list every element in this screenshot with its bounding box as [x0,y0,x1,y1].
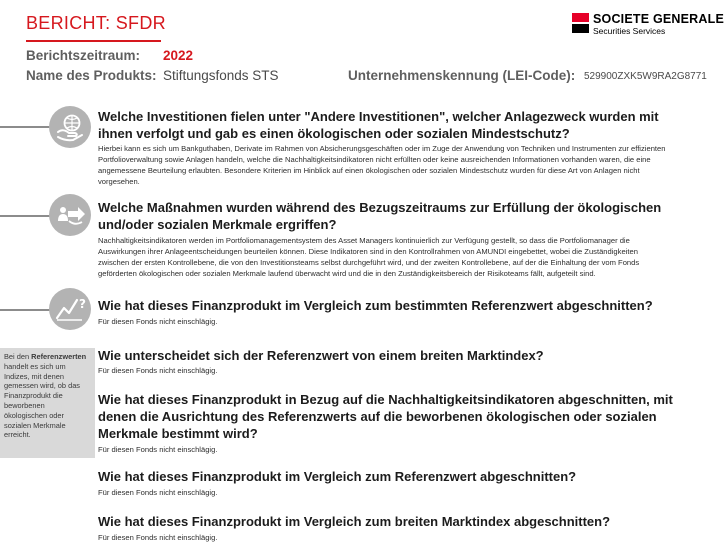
answer-line: geförderten ökologischen oder sozialen Merkmale laufend überwacht wird und die in den Zuständigkeitsbereich der Risikoteams fällt, aufgeteilt sind. [98,269,596,278]
note-line: Finanzprodukt die [4,391,63,401]
logo-subtitle: Securities Services [593,26,666,36]
question-title-line: Wie hat dieses Finanzprodukt in Bezug auf die Nachhaltigkeitsindikatoren abgeschnitten, mit [98,392,673,407]
note-line: sozialen Merkmale [4,420,66,430]
period-value: 2022 [163,48,194,63]
answer-line: Auswirkungen ihrer Anlageentscheidungen beurteilen können. Diese Indikatoren sind in den Kontrollrahmen von AMUNDI eingebettet, wobei die Zuständigkeiten [98,247,638,256]
chart-question-icon [49,288,91,330]
answer-benchmark-performance: Für diesen Fonds nicht einschlägig. [98,317,218,326]
question-title-sustainability-indicators [98,391,718,442]
question-title-vs-market-index [98,513,718,530]
answer-line: Portfolioverwaltung sowie Anlagen handeln, welche die Nachhaltigkeitsindikatoren nicht erfüllten oder keine ausreichenden Informationen vorhanden waren, die eine [98,155,651,164]
section-connector-line [0,126,50,128]
question-title-line: Welche Investitionen fielen unter "Andere Investitionen", welcher Anlagezweck wurden mit [98,109,659,124]
report-title: BERICHT: SFDR [26,13,166,33]
svg-text:?: ? [79,297,86,311]
answer-line: angemessene Beurteilung erlaubten. Besondere Kriterien im Hinblick auf einen ökologischen oder sozialen Mindestschutz wurden für diese Art von Anlagen nicht [98,166,640,175]
section-connector-line [0,215,50,217]
question-title-benchmark-performance [98,297,718,314]
note-text: Bei den [4,352,32,361]
question-title-line: Wie hat dieses Finanzprodukt im Vergleich zum Referenzwert abgeschnitten? [98,469,577,484]
lei-value: 529900ZXK5W9RA2G8771 [584,71,707,82]
question-title-benchmark-vs-index [98,347,718,364]
arrows-people-icon [49,194,91,236]
question-title-line: Wie hat dieses Finanzprodukt im Vergleich zum breiten Marktindex abgeschnitten? [98,514,611,529]
answer-line: Nachhaltigkeitsindikatoren werden im Portfoliomanagementsystem des Asset Managers kontinuierlich zur Verfügung gestellt, so dass die Portfoliomanager die [98,236,630,245]
question-title-line: Merkmale bestimmt wird? [98,426,258,441]
title-underline [26,40,161,42]
note-keyword: Referenzwerten [31,352,87,361]
company-logo [572,12,722,38]
product-value: Stiftungsfonds STS [163,68,279,83]
answer-line: vorgesehen. [98,177,140,186]
question-title-line: ihnen verfolgt und gab es einen ökologischen oder sozialen Mindestschutz? [98,126,570,141]
section-connector-line [0,309,50,311]
question-title-vs-benchmark [98,468,718,485]
hands-globe-icon [49,106,91,148]
question-title-line: denen die Ausrichtung des Referenzwerts auf die beworbenen ökologischen oder sozialen [98,409,657,424]
logo-name: SOCIETE GENERALE [593,12,724,26]
note-line: Indizes, mit denen [4,371,64,381]
note-line: gemessen wird, ob das [4,381,80,391]
question-title-line: und/oder sozialen Merkmale ergriffen? [98,217,337,232]
note-line: ökologischen oder [4,410,64,420]
answer-benchmark-vs-index: Für diesen Fonds nicht einschlägig. [98,366,218,375]
answer-line: zwischen der ersten Kontrollebene, die von den Investitionsteams selbst durchgeführt wird, und der zweiten Kontrollebene, auf der die Einhaltung der vom Fonds [98,258,640,267]
logo-mark-icon [572,13,589,33]
question-title-line: Wie unterscheidet sich der Referenzwert von einem breiten Marktindex? [98,348,544,363]
answer-vs-market-index: Für diesen Fonds nicht einschlägig. [98,533,218,542]
note-line [4,352,94,362]
period-label: Berichtszeitraum: [26,48,141,63]
answer-sustainability-indicators: Für diesen Fonds nicht einschlägig. [98,445,218,454]
answer-line: Hierbei kann es sich um Bankguthaben, Derivate im Rahmen von Absicherungsgeschäften oder im Zuge der Anwendung von Techniken und Instrumenten zur effizienten [98,144,666,153]
question-title-line: Wie hat dieses Finanzprodukt im Vergleich zum bestimmten Referenzwert abgeschnitten? [98,298,653,313]
lei-label: Unternehmenskennung (LEI-Code): [348,68,576,83]
answer-vs-benchmark: Für diesen Fonds nicht einschlägig. [98,488,218,497]
answer-other-investments [98,143,718,187]
answer-measures [98,235,718,279]
benchmark-definition-note [0,348,95,458]
note-line: beworbenen [4,400,45,410]
note-line: handelt es sich um [4,361,66,371]
question-title-other-investments [98,108,718,142]
question-title-line: Welche Maßnahmen wurden während des Bezugszeitraums zur Erfüllung der ökologischen [98,200,662,215]
note-line: erreicht. [4,430,31,440]
product-label: Name des Produkts: [26,68,157,83]
question-title-measures [98,199,718,233]
